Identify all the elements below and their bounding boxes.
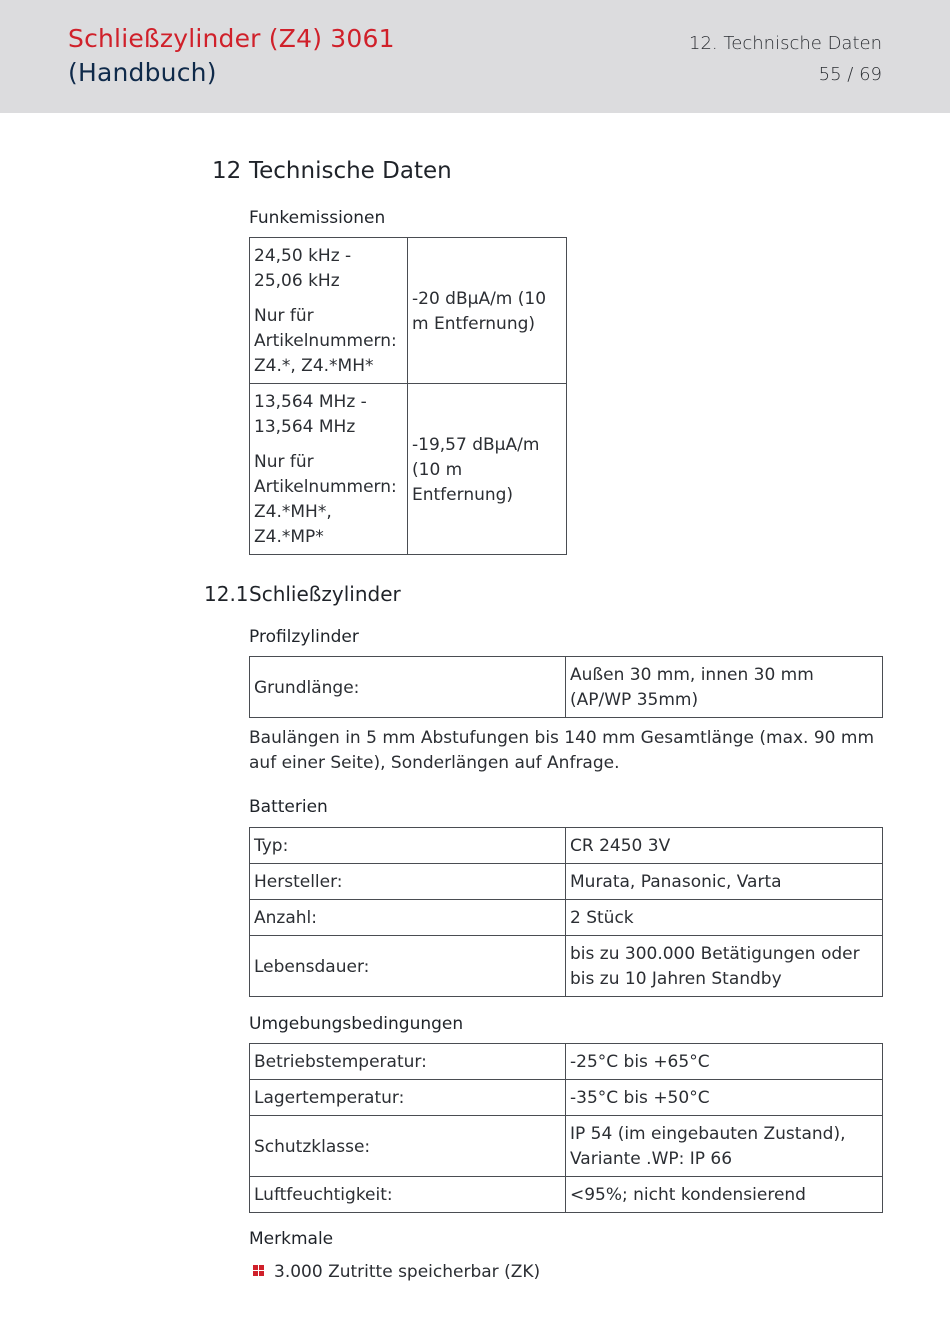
document-title-line2: (Handbuch) (68, 58, 217, 87)
batterien-heading: Batterien (249, 797, 328, 817)
list-item (253, 1260, 540, 1284)
table-row (250, 828, 883, 864)
section-title: Technische Daten (249, 158, 452, 184)
subsection-title: Schließzylinder (249, 582, 401, 606)
merkmale-heading: Merkmale (249, 1229, 334, 1249)
row-value: Murata, Panasonic, Varta (566, 864, 883, 900)
table-row (250, 1177, 883, 1213)
page-header (0, 0, 950, 113)
table-row (250, 384, 567, 555)
row-label: Lebensdauer: (250, 936, 566, 997)
table-row (250, 900, 883, 936)
table-row (250, 1044, 883, 1080)
row-label: Grundlänge: (250, 657, 566, 718)
row-value: -25°C bis +65°C (566, 1044, 883, 1080)
table-cell (250, 238, 408, 384)
document-title (68, 22, 395, 90)
batterien-table (249, 827, 883, 997)
table-cell (250, 384, 408, 555)
table-row (250, 1080, 883, 1116)
subsection-number: 12.1 (204, 582, 249, 606)
profil-note: Baulängen in 5 mm Abstufungen bis 140 mm Gesamtlänge (max. 90 mm auf einer Seite), Sonderlängen auf Anfrage. (249, 728, 875, 773)
list-item-text: 3.000 Zutritte speicherbar (ZK) (274, 1262, 541, 1282)
row-value: bis zu 300.000 Betätigungen oder bis zu 10 Jahren Standby (566, 936, 883, 997)
row-label: Schutzklasse: (250, 1116, 566, 1177)
umgebung-heading: Umgebungsbedingungen (249, 1014, 464, 1034)
row-value: CR 2450 3V (566, 828, 883, 864)
row-value: 2 Stück (566, 900, 883, 936)
table-row (250, 864, 883, 900)
emission-value: -20 dBµA/m (10 m Entfernung) (408, 238, 567, 384)
row-value: IP 54 (im eingebauten Zustand), Variante .WP: IP 66 (566, 1116, 883, 1177)
row-value: -35°C bis +50°C (566, 1080, 883, 1116)
table-row (250, 657, 883, 718)
row-label: Hersteller: (250, 864, 566, 900)
row-value: Außen 30 mm, innen 30 mm (AP/WP 35mm) (566, 657, 883, 718)
profil-heading: Profilzylinder (249, 627, 359, 647)
table-row (250, 1116, 883, 1177)
four-squares-bullet-icon (253, 1265, 264, 1276)
article-note: Nur für Artikelnummern: Z4.*, Z4.*MH* (254, 306, 397, 376)
header-meta (689, 28, 882, 90)
row-label: Luftfeuchtigkeit: (250, 1177, 566, 1213)
row-value: <95%; nicht kondensierend (566, 1177, 883, 1213)
page-number: 55 / 69 (818, 64, 882, 85)
row-label: Betriebstemperatur: (250, 1044, 566, 1080)
document-title-line1: Schließzylinder (Z4) 3061 (68, 24, 395, 53)
frequency-range: 24,50 kHz - 25,06 kHz (254, 246, 352, 291)
row-label: Anzahl: (250, 900, 566, 936)
row-label: Typ: (250, 828, 566, 864)
funk-table (249, 237, 567, 555)
funk-heading: Funkemissionen (249, 208, 386, 228)
frequency-range: 13,564 MHz - 13,564 MHz (254, 392, 367, 437)
table-row (250, 936, 883, 997)
emission-value: -19,57 dBµA/m (10 m Entfernung) (408, 384, 567, 555)
row-label: Lagertemperatur: (250, 1080, 566, 1116)
section-number: 12 (212, 158, 242, 184)
article-note: Nur für Artikelnummern: Z4.*MH*, Z4.*MP* (254, 452, 397, 547)
chapter-label: 12. Technische Daten (689, 33, 882, 54)
umgebung-table (249, 1043, 883, 1213)
table-row (250, 238, 567, 384)
profil-table (249, 656, 883, 718)
